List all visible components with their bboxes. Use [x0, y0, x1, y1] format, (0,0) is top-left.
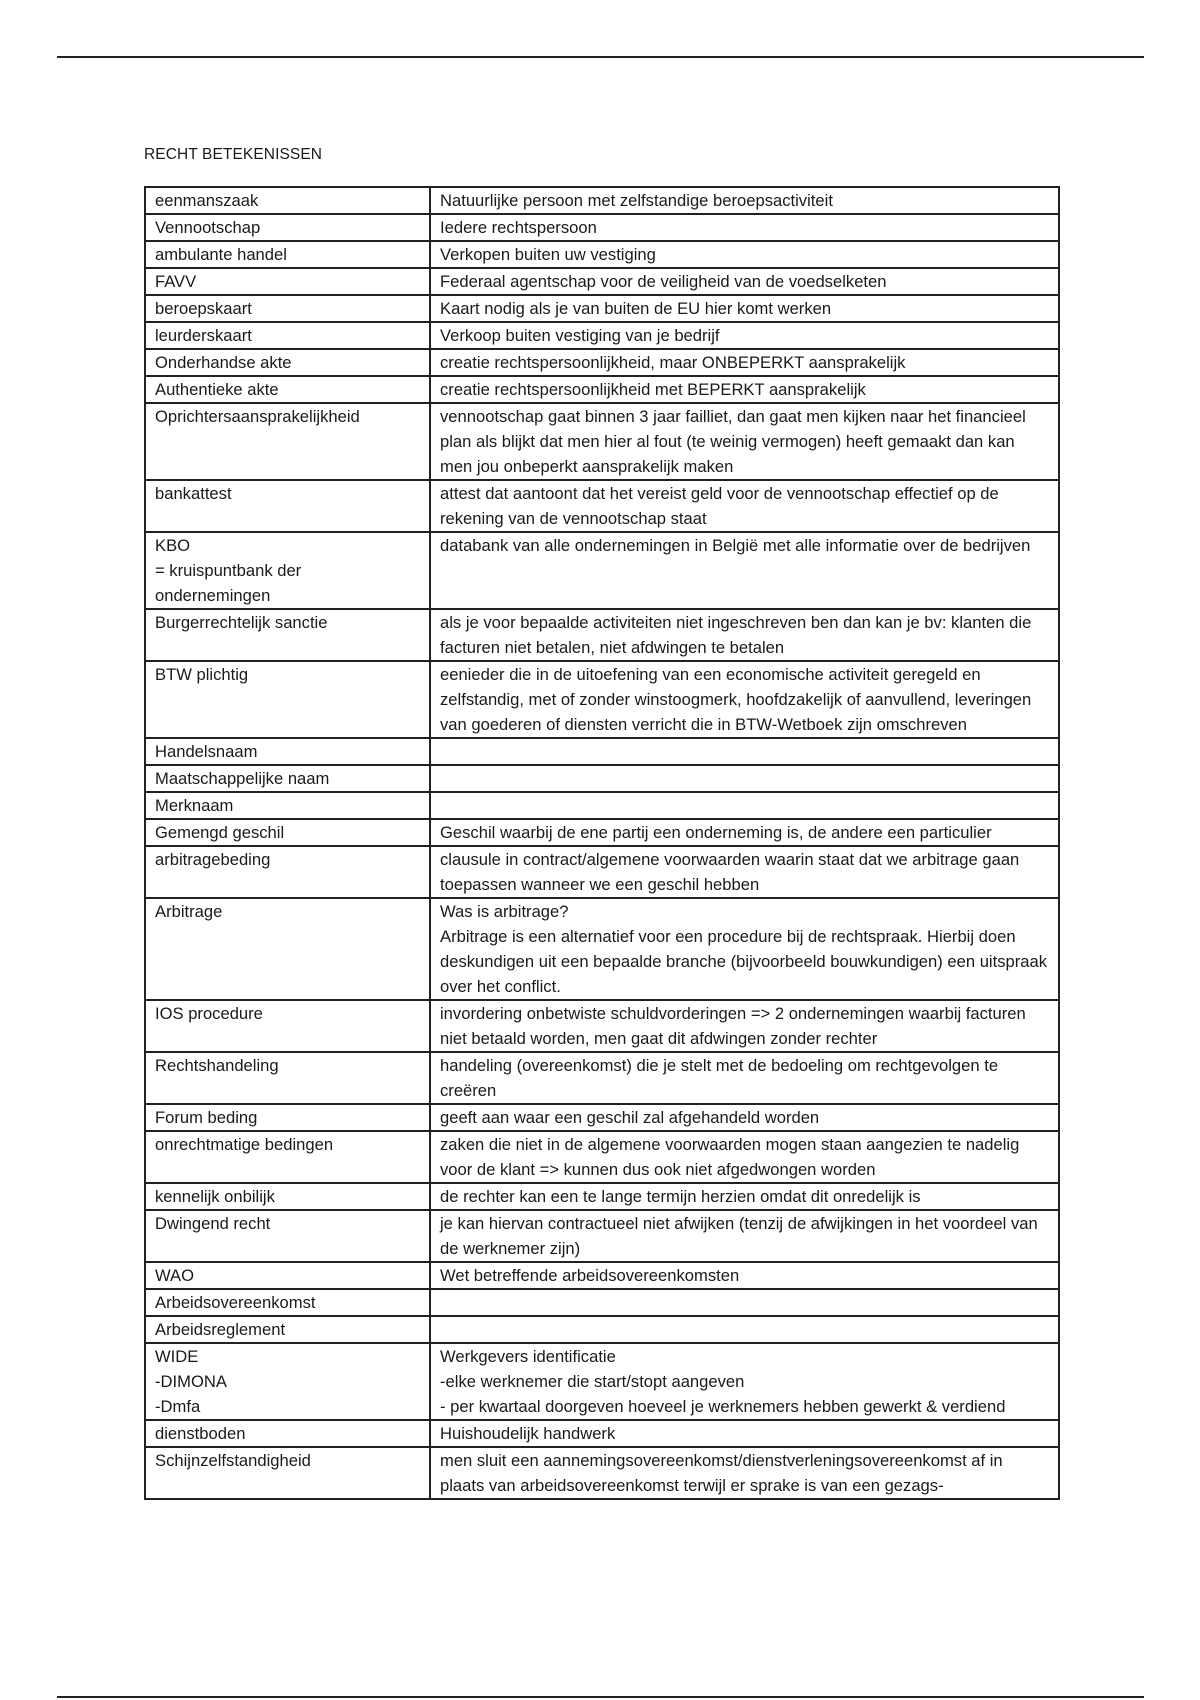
definition-cell: Natuurlijke persoon met zelfstandige beroepsactiviteit: [430, 187, 1059, 214]
table-row: [145, 792, 1059, 819]
definition-cell: [430, 738, 1059, 765]
definition-cell: attest dat aantoont dat het vereist geld voor de vennootschap effectief op de rekening van de vennootschap staat: [430, 480, 1059, 532]
table-row: [145, 1183, 1059, 1210]
definition-cell: handeling (overeenkomst) die je stelt met de bedoeling om rechtgevolgen te creëren: [430, 1052, 1059, 1104]
definition-cell: geeft aan waar een geschil zal afgehandeld worden: [430, 1104, 1059, 1131]
page-title: RECHT BETEKENISSEN: [144, 146, 323, 163]
term-cell: Forum beding: [145, 1104, 430, 1131]
definitions-table: [144, 186, 1060, 1500]
table-row: [145, 1262, 1059, 1289]
term-cell: Oprichtersaansprakelijkheid: [145, 403, 430, 480]
table-row: [145, 187, 1059, 214]
definition-cell: vennootschap gaat binnen 3 jaar failliet, dan gaat men kijken naar het financieel plan als blijkt dat men hier al fout (te weinig vermogen) heeft gemaakt dan kan men jou onbeperkt aansprakelijk maken: [430, 403, 1059, 480]
table-row: [145, 295, 1059, 322]
term-cell: Maatschappelijke naam: [145, 765, 430, 792]
definition-cell: creatie rechtspersoonlijkheid, maar ONBEPERKT aansprakelijk: [430, 349, 1059, 376]
definition-cell: databank van alle ondernemingen in België met alle informatie over de bedrijven: [430, 532, 1059, 609]
definition-cell: Verkopen buiten uw vestiging: [430, 241, 1059, 268]
term-cell: Vennootschap: [145, 214, 430, 241]
term-cell: Burgerrechtelijk sanctie: [145, 609, 430, 661]
definition-cell: Geschil waarbij de ene partij een onderneming is, de andere een particulier: [430, 819, 1059, 846]
definition-cell: [430, 765, 1059, 792]
table-row: [145, 403, 1059, 480]
term-cell: onrechtmatige bedingen: [145, 1131, 430, 1183]
definition-cell: [430, 1289, 1059, 1316]
table-row: [145, 349, 1059, 376]
definition-cell: Verkoop buiten vestiging van je bedrijf: [430, 322, 1059, 349]
table-row: [145, 532, 1059, 609]
table-row: [145, 898, 1059, 1000]
definitions-table-body: [145, 187, 1059, 1499]
term-cell: Schijnzelfstandigheid: [145, 1447, 430, 1499]
table-row: [145, 738, 1059, 765]
term-cell: Arbeidsovereenkomst: [145, 1289, 430, 1316]
table-row: [145, 268, 1059, 295]
table-row: [145, 1289, 1059, 1316]
term-cell: Gemengd geschil: [145, 819, 430, 846]
term-cell: BTW plichtig: [145, 661, 430, 738]
term-cell: bankattest: [145, 480, 430, 532]
definition-cell: Huishoudelijk handwerk: [430, 1420, 1059, 1447]
footer-rule: [57, 1696, 1144, 1698]
table-row: [145, 1447, 1059, 1499]
table-row: [145, 1210, 1059, 1262]
definition-cell: clausule in contract/algemene voorwaarden waarin staat dat we arbitrage gaan toepassen wanneer we een geschil hebben: [430, 846, 1059, 898]
term-cell: KBO = kruispuntbank der ondernemingen: [145, 532, 430, 609]
definition-cell: Werkgevers identificatie -elke werknemer die start/stopt aangeven - per kwartaal doorgeven hoeveel je werknemers hebben gewerkt & verdiend: [430, 1343, 1059, 1420]
table-row: [145, 241, 1059, 268]
table-row: [145, 1316, 1059, 1343]
definition-cell: [430, 792, 1059, 819]
definition-cell: men sluit een aannemingsovereenkomst/dienstverleningsovereenkomst af in plaats van arbeidsovereenkomst terwijl er sprake is van een gezags-: [430, 1447, 1059, 1499]
table-row: [145, 214, 1059, 241]
header-rule: [57, 56, 1144, 58]
term-cell: beroepskaart: [145, 295, 430, 322]
term-cell: Authentieke akte: [145, 376, 430, 403]
term-cell: IOS procedure: [145, 1000, 430, 1052]
term-cell: Handelsnaam: [145, 738, 430, 765]
definition-cell: invordering onbetwiste schuldvorderingen => 2 ondernemingen waarbij facturen niet betaald worden, men gaat dit afdwingen zonder rechter: [430, 1000, 1059, 1052]
definition-cell: de rechter kan een te lange termijn herzien omdat dit onredelijk is: [430, 1183, 1059, 1210]
table-row: [145, 765, 1059, 792]
table-row: [145, 1052, 1059, 1104]
table-row: [145, 1104, 1059, 1131]
definition-cell: als je voor bepaalde activiteiten niet ingeschreven ben dan kan je bv: klanten die facturen niet betalen, niet afdwingen te betalen: [430, 609, 1059, 661]
table-row: [145, 1131, 1059, 1183]
table-row: [145, 661, 1059, 738]
definition-cell: je kan hiervan contractueel niet afwijken (tenzij de afwijkingen in het voordeel van de werknemer zijn): [430, 1210, 1059, 1262]
term-cell: ambulante handel: [145, 241, 430, 268]
definition-cell: Iedere rechtspersoon: [430, 214, 1059, 241]
term-cell: Arbitrage: [145, 898, 430, 1000]
definition-cell: zaken die niet in de algemene voorwaarden mogen staan aangezien te nadelig voor de klant => kunnen dus ook niet afgedwongen worden: [430, 1131, 1059, 1183]
term-cell: leurderskaart: [145, 322, 430, 349]
term-cell: dienstboden: [145, 1420, 430, 1447]
term-cell: eenmanszaak: [145, 187, 430, 214]
table-row: [145, 1343, 1059, 1420]
table-row: [145, 846, 1059, 898]
term-cell: Dwingend recht: [145, 1210, 430, 1262]
term-cell: Merknaam: [145, 792, 430, 819]
definition-cell: creatie rechtspersoonlijkheid met BEPERKT aansprakelijk: [430, 376, 1059, 403]
definition-cell: Wet betreffende arbeidsovereenkomsten: [430, 1262, 1059, 1289]
term-cell: Rechtshandeling: [145, 1052, 430, 1104]
term-cell: FAVV: [145, 268, 430, 295]
table-row: [145, 1420, 1059, 1447]
table-row: [145, 819, 1059, 846]
table-row: [145, 609, 1059, 661]
definition-cell: eenieder die in de uitoefening van een economische activiteit geregeld en zelfstandig, met of zonder winstoogmerk, hoofdzakelijk of aanvullend, leveringen van goederen of diensten verricht die in BTW-Wetboek zijn omschreven: [430, 661, 1059, 738]
table-row: [145, 376, 1059, 403]
term-cell: Onderhandse akte: [145, 349, 430, 376]
table-row: [145, 322, 1059, 349]
table-row: [145, 1000, 1059, 1052]
term-cell: kennelijk onbilijk: [145, 1183, 430, 1210]
term-cell: Arbeidsreglement: [145, 1316, 430, 1343]
term-cell: WAO: [145, 1262, 430, 1289]
definition-cell: Was is arbitrage? Arbitrage is een alternatief voor een procedure bij de rechtspraak. Hierbij doen deskundigen uit een bepaalde branche (bijvoorbeeld bouwkundigen) een uitspraak over het conflict.: [430, 898, 1059, 1000]
definition-cell: [430, 1316, 1059, 1343]
definition-cell: Federaal agentschap voor de veiligheid van de voedselketen: [430, 268, 1059, 295]
term-cell: WIDE -DIMONA -Dmfa: [145, 1343, 430, 1420]
term-cell: arbitragebeding: [145, 846, 430, 898]
definition-cell: Kaart nodig als je van buiten de EU hier komt werken: [430, 295, 1059, 322]
table-row: [145, 480, 1059, 532]
